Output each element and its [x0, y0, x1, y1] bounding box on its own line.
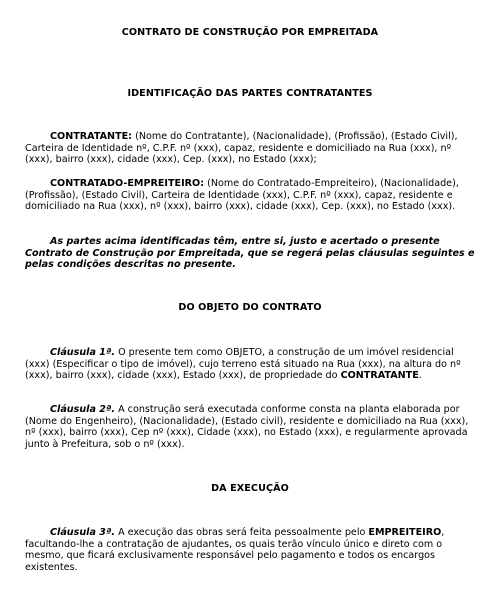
acordo-text: As partes acima identificadas têm, entre si, justo e acertado o presente Contrato de Construção por Empreitada, que se regerá pelas cláusulas seguintes e pelas condições descritas no presente. — [25, 236, 475, 270]
section-heading-identificacao: IDENTIFICAÇÃO DAS PARTES CONTRATANTES — [127, 88, 373, 99]
clausula-1-paragraph — [25, 347, 480, 382]
clausula-2-label: Cláusula 2ª. — [50, 404, 116, 415]
clausula-1-contratante: CONTRATANTE — [340, 370, 419, 381]
contratante-label: CONTRATANTE: — [50, 131, 133, 142]
contratado-paragraph — [25, 178, 480, 213]
clausula-3-text-a: A execução das obras será feita pessoalmente pelo — [115, 527, 369, 538]
clausula-1-label: Cláusula 1ª. — [50, 347, 116, 358]
clausula-3-text-b: , facultando-lhe a contratação de ajudantes, os quais terão vínculo único e direto com o mesmo, que ficará exclusivamente responsável pelo pagamento e todos os encargos existentes. — [25, 527, 445, 573]
contratado-text: (Nome do Contratado-Empreiteiro), (Nacionalidade), (Profissão), (Estado Civil), Carteira de Identidade (xxx), C.P.F. nº (xxx), capaz, residente e domiciliado na Rua (xxx), nº (xxx), bairro (xxx), cidade (xxx), Cep. (xxx), no Estado (xxx). — [25, 178, 459, 212]
section-heading-execucao: DA EXECUÇÃO — [211, 483, 289, 494]
clausula-2-paragraph — [25, 404, 480, 450]
contratante-paragraph — [25, 131, 480, 166]
contratante-text: (Nome do Contratante), (Nacionalidade), (Profissão), (Estado Civil), Carteira de Identidade nº, C.P.F. nº (xxx), capaz, residente e domiciliado na Rua (xxx), nº (xxx), bairro (xxx), cidade (xxx), Cep. (xxx), no Estado (xxx); — [25, 131, 458, 165]
clausula-1-text: O presente tem como OBJETO, a construção de um imóvel residencial (xxx) (Especificar o tipo de imóvel), cujo terreno está situado na Rua (xxx), na altura do nº (xxx), bairro (xxx), cidade (xxx), Estado (xxx), de propriedade do — [25, 347, 461, 381]
clausula-1-end: . — [418, 370, 422, 381]
section-heading-objeto: DO OBJETO DO CONTRATO — [178, 302, 322, 313]
acordo-paragraph — [25, 236, 480, 271]
clausula-3-label: Cláusula 3ª. — [50, 527, 116, 538]
clausula-3-paragraph — [25, 527, 480, 573]
document-title: CONTRATO DE CONSTRUÇÃO POR EMPREITADA — [121, 27, 379, 38]
clausula-3-empreiteiro: EMPREITEIRO — [368, 527, 442, 538]
clausula-2-text: A construção será executada conforme consta na planta elaborada por (Nome do Engenheiro), (Nacionalidade), (Estado civil), residente e domiciliado na Rua (xxx), nº (xxx), bairro (xxx), Cep nº (xxx), Cidade (xxx), no Estado (xxx), e regularmente aprovada junto à Prefeitura, sob o nº (xxx). — [25, 404, 469, 450]
contratado-label: CONTRATADO-EMPREITEIRO: — [50, 178, 205, 189]
